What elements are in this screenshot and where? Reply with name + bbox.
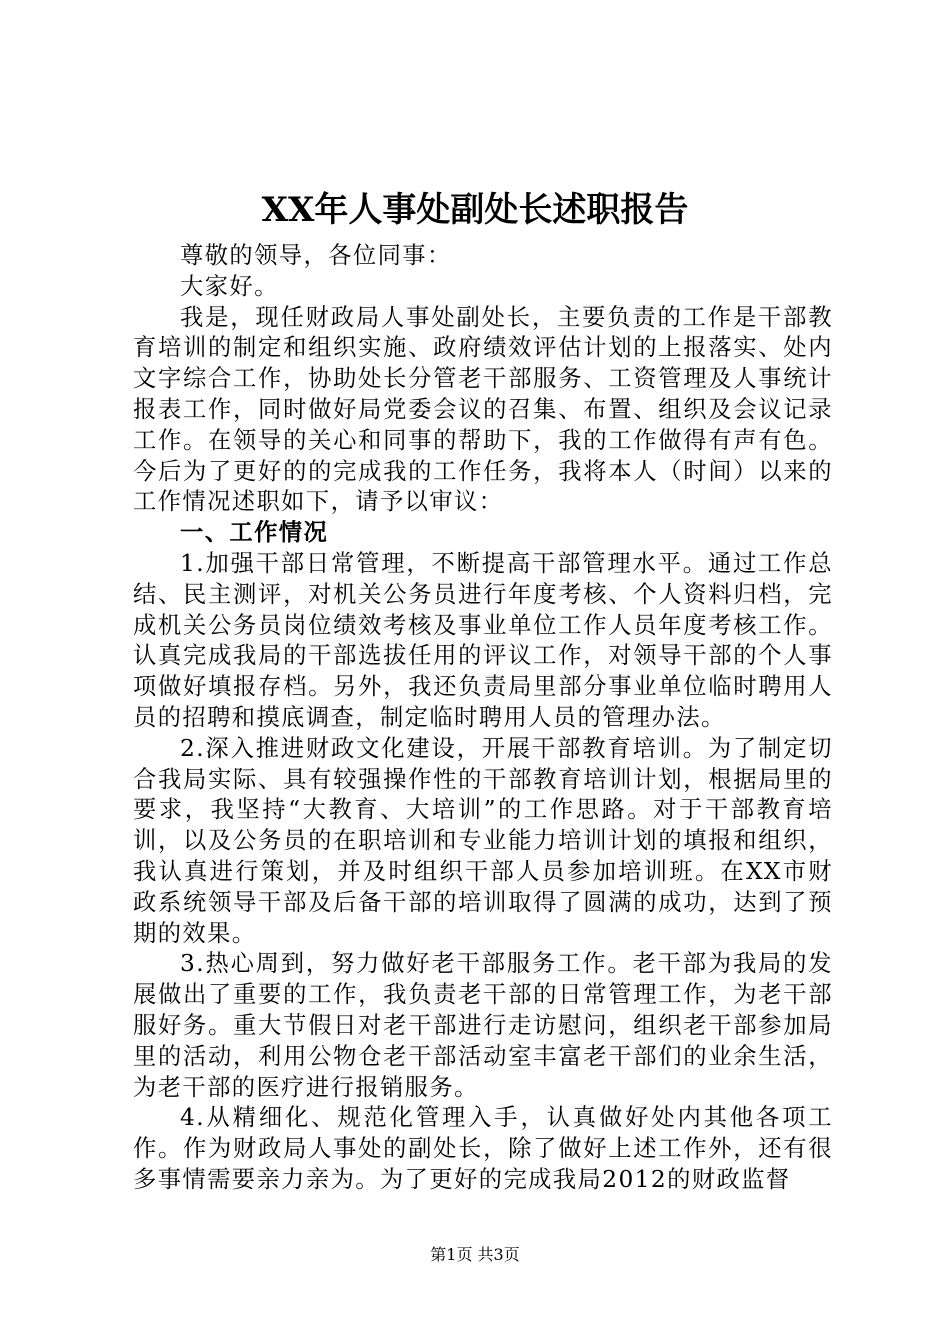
paragraph-item-1: 1.加强干部日常管理，不断提高干部管理水平。通过工作总结、民主测评，对机关公务员进行年度考核、个人资料归档，完成机关公务员岗位绩效考核及事业单位工作人员年度考核工作。认真完成我局的干部选拔任用的评议工作，对领导干部的个人事项做好填报存档。另外，我还负责局里部分事业单位临时聘用人员的招聘和摸底调查，制定临时聘用人员的管理办法。 (133, 549, 833, 731)
salutation: 尊敬的领导，各位同事： (180, 242, 452, 269)
greeting: 大家好。 (180, 272, 279, 300)
document-title: XX年人事处副处长述职报告 (261, 190, 689, 230)
intro-paragraph: 我是，现任财政局人事处副处长，主要负责的工作是干部教育培训的制定和组织实施、政府绩效评估计划的上报落实、处内文字综合工作，协助处长分管老干部服务、工资管理及人事统计报表工作，同时做好局党委会议的召集、布置、组织及会议记录工作。在领导的关心和同事的帮助下，我的工作做得有声有色。今后为了更好的的完成我的工作任务，我将本人（时间）以来的工作情况述职如下，请予以审议： (133, 303, 833, 516)
paragraph-item-3: 3.热心周到，努力做好老干部服务工作。老干部为我局的发展做出了重要的工作，我负责老干部的日常管理工作，为老干部服好务。重大节假日对老干部进行走访慰问，组织老干部参加局里的活动，利用公物仓老干部活动室丰富老干部们的业余生活，为老干部的医疗进行报销服务。 (133, 950, 833, 1101)
document-body (133, 241, 833, 1196)
paragraph-item-2: 2.深入推进财政文化建设，开展干部教育培训。为了制定切合我局实际、具有较强操作性的干部教育培训计划，根据局里的要求，我坚持“大教育、大培训”的工作思路。对于干部教育培训，以及公务员的在职培训和专业能力培训计划的填报和组织，我认真进行策划，并及时组织干部人员参加培训班。在XX市财政系统领导干部及后备干部的培训取得了圆满的成功，达到了预期的效果。 (133, 734, 833, 947)
section-heading-work-status: 一、工作情况 (180, 519, 329, 547)
page-footer: 第1页 共3页 (430, 1245, 520, 1264)
paragraph-item-4: 4.从精细化、规范化管理入手，认真做好处内其他各项工作。作为财政局人事处的副处长，除了做好上述工作外，还有很多事情需要亲力亲为。为了更好的完成我局2012的财政监督 (133, 1104, 833, 1193)
